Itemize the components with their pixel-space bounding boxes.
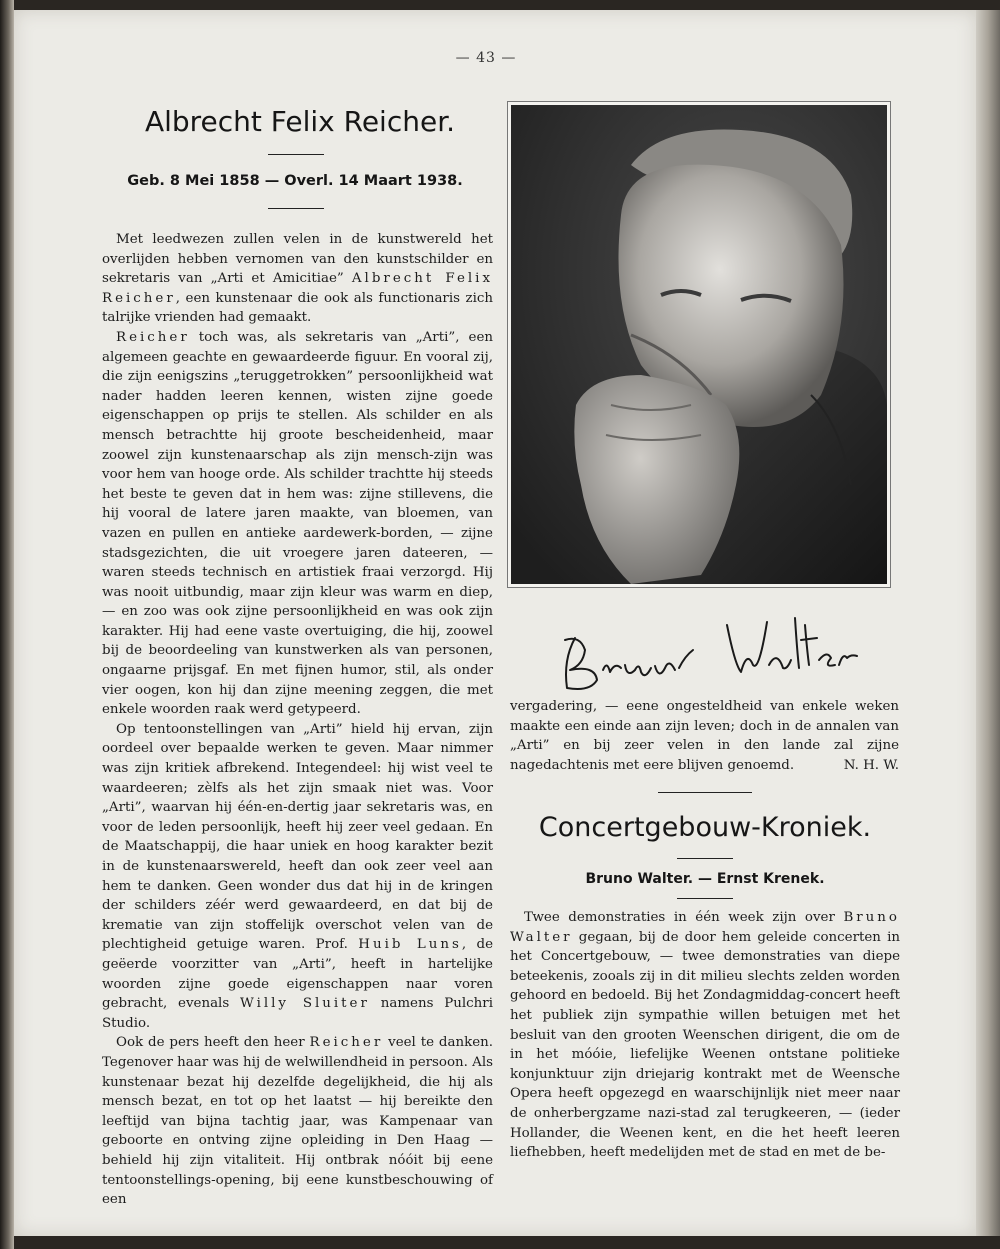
title-divider (268, 154, 324, 155)
page-number: — 43 — (455, 50, 517, 66)
paragraph (102, 720, 493, 1034)
text: toch was, als sekretaris van „Arti”, een algemeen geachte en gewaardeerde figuur. En vooral zij, die zijn eenigszins „teruggetrokken” persoonlijkheid wat nader hadden leeren kennen, wisten zijne goede eigenschappen op prijs te stellen. Als schilder en als mensch betrachtte hij groote bescheidenheid, maar zoowel zijn kunstenaarschap als zijn mensch-zijn was voor hem van hooge orde. Als schilder trachtte hij steeds het beste te geven dat in hem was: zijne stillevens, die hij vooral de latere jaren maakte, van bloemen, van vazen en pullen en antieke aardewerk-borden, — zijne stadsgezichten, die uit vroegere jaren dateeren, — waren steeds technisch en artistiek fraai verzorgd. Hij was nooit uitbundig, maar zijn kleur was warm en diep, — en zoo was ook zijne persoonlijkheid en was ook zijn karakter. Hij had eene vaste overtuiging, die hij, zoowel bij de beoordeeling van kunstwerken als van personen, ongaarne prijsgaf. En met fijnen humor, stil, als onder vier oogen, kon hij dan zijne meening zeggen, die met enkele woorden raak werd getypeerd. (102, 329, 493, 718)
article-body-continuation (510, 697, 899, 775)
article-body-right-column (510, 908, 900, 1163)
portrait-image (511, 105, 887, 584)
section-divider (658, 792, 752, 793)
paragraph (102, 328, 493, 720)
article-subtitle: Bruno Walter. — Ernst Krenek. (585, 871, 825, 887)
paragraph (102, 1033, 493, 1209)
person-name: Bruno Walter (510, 910, 900, 945)
title-divider (677, 858, 733, 859)
author-initials: N. H. W. (843, 757, 899, 773)
text: Met leedwezen zullen velen in de kunstwereld het overlijden hebben vernomen van den kunstschilder en sekretaris van „Arti et Amicitiae” (102, 232, 493, 287)
person-name: Reicher (116, 329, 190, 345)
paragraph (510, 697, 899, 775)
person-name: Willy Sluiter (240, 996, 370, 1012)
text: veel te danken. Tegenover haar was hij de welwillendheid in persoon. Als kunstenaar bezat hij dezelfde degelijkheid, die hij als mensch bezat, en tot op het laatst — hij bereikte den leeftijd van bijna tachtig jaar, was Kampenaar van geboorte en ontving zijne opleiding in Den Haag — behield hij zijn vitaliteit. Hij ontbrak nóóit bij eene tentoonstellings-opening, bij eene kunstbeschouwing of een (102, 1035, 494, 1208)
paragraph (510, 908, 900, 1163)
signature-bruno-walter (555, 610, 865, 700)
portrait-photo (507, 101, 891, 588)
article-dates: Geb. 8 Mei 1858 — Overl. 14 Maart 1938. (127, 173, 463, 189)
subtitle-divider (677, 898, 733, 899)
text: namens Pulchri Studio. (102, 996, 493, 1031)
text: Twee demonstraties in één week zijn over (524, 910, 844, 925)
article-title-reicher: Albrecht Felix Reicher. (144, 105, 456, 138)
book-spine (0, 0, 14, 1249)
text: Ook de pers heeft den heer (116, 1035, 310, 1051)
text: vergadering, — eene ongesteldheid van enkele weken maakte een einde aan zijn leven; doch in de annalen van „Arti” en bij zeer velen in den lande zal zijne nagedachtenis met eere blijven genoemd. (510, 699, 899, 773)
text: Op tentoonstellingen van „Arti” hield hij ervan, zijn oordeel over bepaalde werken te geven. Maar nimmer was zijn kritiek afbrekend. Integendeel: hij wist veel te waardeeren; zèlfs als het zijn smaak niet was. Voor „Arti”, waarvan hij één-en-dertig jaar sekretaris was, en voor de leden persoonlijk, heeft hij zeer veel gedaan. En de Maatschappij, die haar uniek en hoog karakter bezit in de kunstenaarswereld, heeft dan ook zeer veel aan hem te danken. Geen wonder dus dat hij in de kringen der schilders zéér werd gewaardeerd, en dat bij de krematie van zijn stoffelijk overschot velen van de plechtigheid getuige waren. Prof. (102, 721, 493, 953)
page-edge (976, 10, 1000, 1236)
subtitle-divider (268, 208, 324, 209)
person-name: Albrecht Felix Reicher (102, 271, 493, 306)
person-name: Huib Luns (358, 937, 462, 953)
article-title-concertgebouw: Concertgebouw-Kroniek. (538, 812, 872, 843)
text: , een kunstenaar die ook als functionaris zich talrijke vrienden had gemaakt. (102, 290, 493, 326)
paragraph (102, 230, 493, 328)
article-body-left-column (102, 230, 493, 1210)
person-name: Reicher (309, 1035, 384, 1051)
text: , de geëerde voorzitter van „Arti”, heeft in hartelijke woorden zijne goede eigenschappen naar voren gebracht, evenals (102, 937, 493, 1012)
text: gegaan, bij de door hem geleide concerten in het Concertgebouw, — twee demonstraties van diepe beteekenis, zooals zij in dit milieu slechts zelden worden gehoord en bedoeld. Bij het Zondagmiddag-concert heeft het publiek zijn sympathie willen betuigen met het besluit van den grooten Weenschen dirigent, die om de in het móóie, liefelijke Weenen ontstane politieke konjunktuur zijn driejarig kontrakt met de Weensche Opera heeft opgezegd en waarschijnlijk niet meer naar de onherbergzame nazi-stad zal terugkeeren, — (ieder Hollander, die Weenen kent, en die het heeft leeren liefhebben, heeft medelijden met de stad en met de be- (510, 929, 900, 1161)
